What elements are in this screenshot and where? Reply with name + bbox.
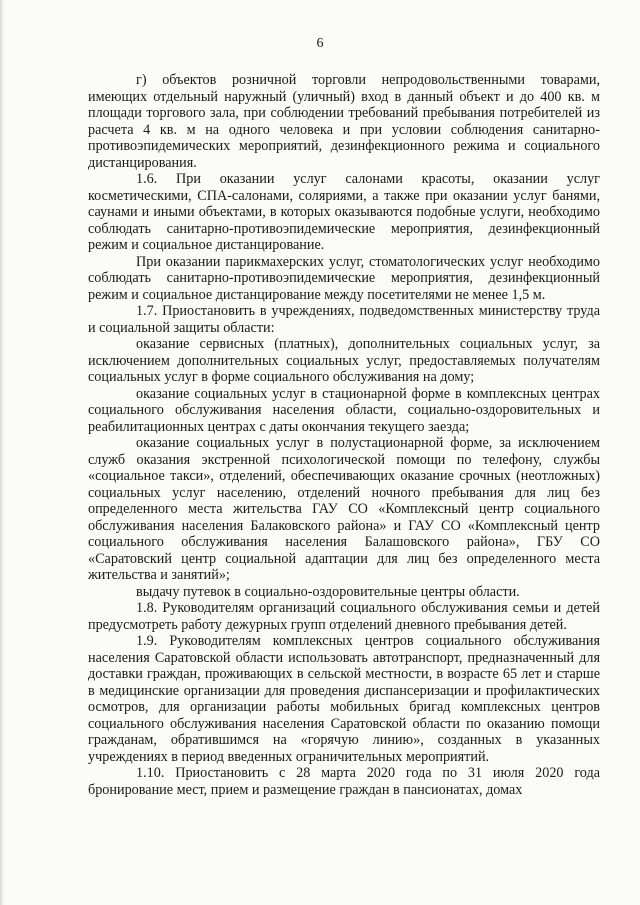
paragraph-1-5-g: г) объектов розничной торговли непродовольственными товарами, имеющих отдельный наружный (уличный) вход в данный объект и до 400 кв. м площади торгового зала, при соблюдении требований пребывания потребителей из расчета 4 кв. м на одного человека и при условии соблюдения санитарно-противоэпидемических мероприятий, дезинфекционного режима и социального дистанцирования. — [88, 72, 600, 171]
paragraph-1-7-semi-inpatient: оказание социальных услуг в полустационарной форме, за исключением служб оказания экстренной психологической помощи по телефону, службы «социальное такси», отделений, обеспечивающих оказание срочных (неотложных) социальных услуг населению, отделений ночного пребывания для лиц без определенного места жительства ГАУ СО «Комплексный центр социального обслуживания населения Балаковского района» и ГАУ СО «Комплексный центр социального обслуживания населения Балашовского района», ГБУ СО «Саратовский центр социальной адаптации для лиц без определенного места жительства и занятий»; — [88, 435, 600, 583]
paragraph-1-6-hairdressing: При оказании парикмахерских услуг, стоматологических услуг необходимо соблюдать санитарно-противоэпидемические мероприятия, дезинфекционный режим и социальное дистанцирование между посетителями не менее 1,5 м. — [88, 253, 600, 303]
paragraph-1-7-inpatient: оказание социальных услуг в стационарной форме в комплексных центрах социального обслуживания населения области, социально-оздоровительных и реабилитационных центрах с даты окончания текущего заезда; — [88, 385, 600, 435]
paragraph-1-7-paid-services: оказание сервисных (платных), дополнительных социальных услуг, за исключением дополнительных социальных услуг, предоставляемых получателям социальных услуг в форме социального обслуживания на дому; — [88, 336, 600, 385]
scan-edge-shadow — [0, 0, 4, 905]
paragraph-1-6: 1.6. При оказании услуг салонами красоты, оказании услуг косметическими, СПА-салонами, соляриями, а также при оказании услуг банями, саунами и иными объектами, в которых оказываются подобные услуги, необходимо соблюдать санитарно-противоэпидемические мероприятия, дезинфекционный режим и социальное дистанцирование. — [88, 171, 600, 253]
paragraph-1-8: 1.8. Руководителям организаций социального обслуживания семьи и детей предусмотреть работу дежурных групп отделений дневного пребывания детей. — [88, 600, 600, 633]
paragraph-1-10: 1.10. Приостановить с 28 марта 2020 года по 31 июля 2020 года бронирование мест, прием и размещение граждан в пансионатах, домах — [88, 765, 600, 798]
document-body — [88, 72, 600, 798]
page-number: 6 — [316, 36, 324, 51]
paragraph-1-7-vouchers: выдачу путевок в социально-оздоровительные центры области. — [136, 583, 520, 600]
paragraph-1-9: 1.9. Руководителям комплексных центров социального обслуживания населения Саратовской области использовать автотранспорт, предназначенный для доставки граждан, проживающих в сельской местности, в возрасте 65 лет и старше в медицинские организации для проведения диспансеризации и профилактических осмотров, для организации работы мобильных бригад комплексных центров социального обслуживания населения Саратовской области по оказанию помощи гражданам, обратившимся на «горячую линию», созданных в указанных учреждениях в период введенных ограничительных мероприятий. — [88, 633, 600, 765]
paragraph-1-7: 1.7. Приостановить в учреждениях, подведомственных министерству труда и социальной защиты области: — [88, 303, 600, 336]
